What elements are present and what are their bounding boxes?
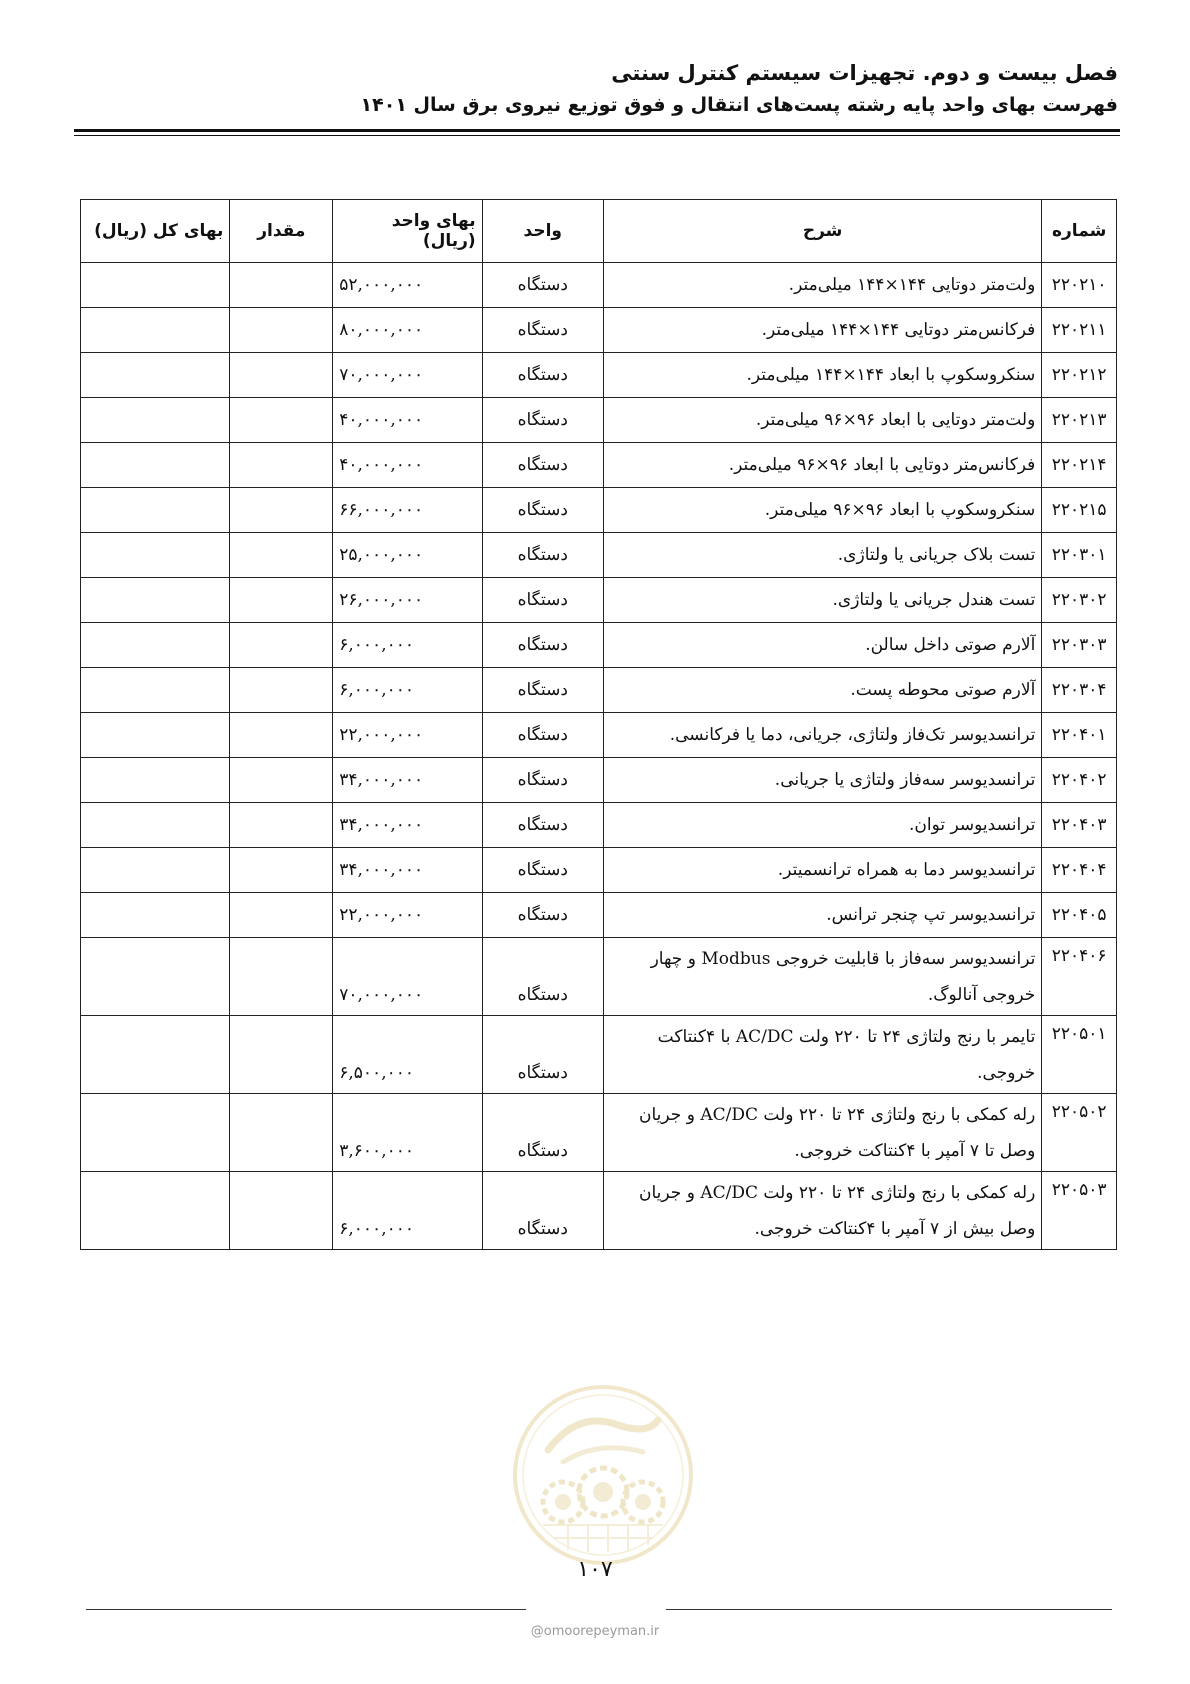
quantity-cell [230, 533, 333, 578]
unit-cell: دستگاه [482, 488, 603, 533]
quantity-cell [230, 308, 333, 353]
unit-cell: دستگاه [482, 623, 603, 668]
unit-price-cell: ۵۲,۰۰۰,۰۰۰ [333, 263, 482, 308]
unit-cell: دستگاه [482, 1172, 603, 1250]
total-price-cell [81, 578, 230, 623]
total-price-cell [81, 533, 230, 578]
unit-cell: دستگاه [482, 848, 603, 893]
unit-cell: دستگاه [482, 533, 603, 578]
unit-price-cell: ۶,۵۰۰,۰۰۰ [333, 1016, 482, 1094]
table-row [81, 578, 1117, 623]
quantity-cell [230, 758, 333, 803]
column-header-total-price: بهای کل (ریال) [81, 200, 230, 263]
item-code-cell: ۲۲۰۴۰۳ [1042, 803, 1117, 848]
unit-price-cell: ۷۰,۰۰۰,۰۰۰ [333, 938, 482, 1016]
item-code-cell: ۲۲۰۴۰۱ [1042, 713, 1117, 758]
total-price-cell [81, 713, 230, 758]
total-price-cell [81, 623, 230, 668]
table-row [81, 398, 1117, 443]
quantity-cell [230, 353, 333, 398]
unit-price-cell: ۲۶,۰۰۰,۰۰۰ [333, 578, 482, 623]
unit-price-cell: ۲۵,۰۰۰,۰۰۰ [333, 533, 482, 578]
document-subtitle: فهرست بهای واحد پایه رشته پست‌های انتقال و فوق توزیع نیروی برق سال ۱۴۰۱ [360, 94, 1118, 116]
table-row [81, 488, 1117, 533]
item-code-cell: ۲۲۰۴۰۲ [1042, 758, 1117, 803]
description-cell: ترانسدیوسر دما به همراه ترانسمیتر. [603, 848, 1041, 893]
header-rule-thick [74, 129, 1120, 132]
description-cell: ترانسدیوسر توان. [603, 803, 1041, 848]
description-cell: ترانسدیوسر سه‌فاز با قابلیت خروجی Modbus و چهار خروجی آنالوگ. [603, 938, 1041, 1016]
unit-cell: دستگاه [482, 803, 603, 848]
description-cell: تست هندل جریانی یا ولتاژی. [603, 578, 1041, 623]
header-rule-thin [74, 135, 1120, 136]
unit-cell: دستگاه [482, 668, 603, 713]
table-row [81, 803, 1117, 848]
price-list-table [80, 199, 1117, 1250]
unit-price-cell: ۷۰,۰۰۰,۰۰۰ [333, 353, 482, 398]
total-price-cell [81, 803, 230, 848]
table-row [81, 713, 1117, 758]
quantity-cell [230, 848, 333, 893]
unit-cell: دستگاه [482, 443, 603, 488]
unit-cell: دستگاه [482, 713, 603, 758]
table-row [81, 1094, 1117, 1172]
item-code-cell: ۲۲۰۵۰۳ [1042, 1172, 1117, 1250]
total-price-cell [81, 398, 230, 443]
unit-price-cell: ۶,۰۰۰,۰۰۰ [333, 623, 482, 668]
quantity-cell [230, 488, 333, 533]
total-price-cell [81, 938, 230, 1016]
unit-price-cell: ۶,۰۰۰,۰۰۰ [333, 1172, 482, 1250]
unit-cell: دستگاه [482, 398, 603, 443]
table-header-row [81, 200, 1117, 263]
quantity-cell [230, 398, 333, 443]
unit-price-cell: ۳۴,۰۰۰,۰۰۰ [333, 758, 482, 803]
unit-price-cell: ۳۴,۰۰۰,۰۰۰ [333, 848, 482, 893]
unit-price-cell: ۲۲,۰۰۰,۰۰۰ [333, 893, 482, 938]
quantity-cell [230, 938, 333, 1016]
table-row [81, 1016, 1117, 1094]
unit-cell: دستگاه [482, 893, 603, 938]
table-row [81, 353, 1117, 398]
total-price-cell [81, 308, 230, 353]
description-cell: ولت‌متر دوتایی ۱۴۴×۱۴۴ میلی‌متر. [603, 263, 1041, 308]
quantity-cell [230, 443, 333, 488]
unit-price-cell: ۴۰,۰۰۰,۰۰۰ [333, 398, 482, 443]
quantity-cell [230, 578, 333, 623]
quantity-cell [230, 263, 333, 308]
table-row [81, 623, 1117, 668]
description-cell: فرکانس‌متر دوتایی ۱۴۴×۱۴۴ میلی‌متر. [603, 308, 1041, 353]
description-cell: سنکروسکوپ با ابعاد ۹۶×۹۶ میلی‌متر. [603, 488, 1041, 533]
item-code-cell: ۲۲۰۳۰۱ [1042, 533, 1117, 578]
item-code-cell: ۲۲۰۲۱۱ [1042, 308, 1117, 353]
item-code-cell: ۲۲۰۳۰۴ [1042, 668, 1117, 713]
chapter-title: فصل بیست و دوم. تجهیزات سیستم کنترل سنتی [611, 61, 1118, 85]
table-row [81, 893, 1117, 938]
total-price-cell [81, 668, 230, 713]
description-cell: سنکروسکوپ با ابعاد ۱۴۴×۱۴۴ میلی‌متر. [603, 353, 1041, 398]
column-header-unit: واحد [482, 200, 603, 263]
unit-cell: دستگاه [482, 1016, 603, 1094]
unit-price-cell: ۶۶,۰۰۰,۰۰۰ [333, 488, 482, 533]
item-code-cell: ۲۲۰۲۱۳ [1042, 398, 1117, 443]
total-price-cell [81, 353, 230, 398]
table-body [81, 263, 1117, 1250]
table-row [81, 938, 1117, 1016]
quantity-cell [230, 1094, 333, 1172]
website-watermark: @omoorepeyman.ir [530, 1624, 660, 1639]
footer-rule-right [666, 1609, 1112, 1610]
item-code-cell: ۲۲۰۲۱۴ [1042, 443, 1117, 488]
unit-cell: دستگاه [482, 353, 603, 398]
total-price-cell [81, 443, 230, 488]
description-cell: فرکانس‌متر دوتایی با ابعاد ۹۶×۹۶ میلی‌متر. [603, 443, 1041, 488]
table-row [81, 668, 1117, 713]
table-row [81, 758, 1117, 803]
total-price-cell [81, 1172, 230, 1250]
unit-cell: دستگاه [482, 938, 603, 1016]
item-code-cell: ۲۲۰۳۰۲ [1042, 578, 1117, 623]
description-cell: ترانسدیوسر سه‌فاز ولتاژی یا جریانی. [603, 758, 1041, 803]
description-cell: ولت‌متر دوتایی با ابعاد ۹۶×۹۶ میلی‌متر. [603, 398, 1041, 443]
description-cell: رله کمکی با رنج ولتاژی ۲۴ تا ۲۲۰ ولت AC/DC و جریان وصل بیش از ۷ آمپر با ۴کنتاکت خروجی. [603, 1172, 1041, 1250]
total-price-cell [81, 1094, 230, 1172]
column-header-unit-price: بهای واحد (ریال) [333, 200, 482, 263]
description-cell: تایمر با رنج ولتاژی ۲۴ تا ۲۲۰ ولت AC/DC با ۴کنتاکت خروجی. [603, 1016, 1041, 1094]
column-header-code: شماره [1042, 200, 1117, 263]
quantity-cell [230, 1172, 333, 1250]
quantity-cell [230, 713, 333, 758]
column-header-quantity: مقدار [230, 200, 333, 263]
total-price-cell [81, 893, 230, 938]
description-cell: آلارم صوتی داخل سالن. [603, 623, 1041, 668]
total-price-cell [81, 263, 230, 308]
quantity-cell [230, 893, 333, 938]
total-price-cell [81, 488, 230, 533]
table-row [81, 308, 1117, 353]
unit-cell: دستگاه [482, 578, 603, 623]
unit-cell: دستگاه [482, 1094, 603, 1172]
unit-price-cell: ۲۲,۰۰۰,۰۰۰ [333, 713, 482, 758]
page-number: ۱۰۷ [577, 1557, 613, 1582]
quantity-cell [230, 668, 333, 713]
description-cell: آلارم صوتی محوطه پست. [603, 668, 1041, 713]
table-row [81, 443, 1117, 488]
item-code-cell: ۲۲۰۵۰۱ [1042, 1016, 1117, 1094]
unit-price-cell: ۸۰,۰۰۰,۰۰۰ [333, 308, 482, 353]
table-row [81, 263, 1117, 308]
item-code-cell: ۲۲۰۵۰۲ [1042, 1094, 1117, 1172]
item-code-cell: ۲۲۰۴۰۵ [1042, 893, 1117, 938]
footer-rule-left [86, 1609, 526, 1610]
table-row [81, 848, 1117, 893]
description-cell: تست بلاک جریانی یا ولتاژی. [603, 533, 1041, 578]
total-price-cell [81, 848, 230, 893]
description-cell: رله کمکی با رنج ولتاژی ۲۴ تا ۲۲۰ ولت AC/DC و جریان وصل تا ۷ آمپر با ۴کنتاکت خروجی. [603, 1094, 1041, 1172]
unit-cell: دستگاه [482, 758, 603, 803]
watermark-logo [508, 1380, 698, 1570]
quantity-cell [230, 1016, 333, 1094]
unit-price-cell: ۴۰,۰۰۰,۰۰۰ [333, 443, 482, 488]
quantity-cell [230, 623, 333, 668]
item-code-cell: ۲۲۰۲۱۲ [1042, 353, 1117, 398]
quantity-cell [230, 803, 333, 848]
total-price-cell [81, 1016, 230, 1094]
item-code-cell: ۲۲۰۴۰۶ [1042, 938, 1117, 1016]
total-price-cell [81, 758, 230, 803]
unit-price-cell: ۳۴,۰۰۰,۰۰۰ [333, 803, 482, 848]
description-cell: ترانسدیوسر تپ چنجر ترانس. [603, 893, 1041, 938]
table-row [81, 1172, 1117, 1250]
unit-price-cell: ۳,۶۰۰,۰۰۰ [333, 1094, 482, 1172]
table-row [81, 533, 1117, 578]
item-code-cell: ۲۲۰۴۰۴ [1042, 848, 1117, 893]
column-header-description: شرح [603, 200, 1041, 263]
unit-price-cell: ۶,۰۰۰,۰۰۰ [333, 668, 482, 713]
description-cell: ترانسدیوسر تک‌فاز ولتاژی، جریانی، دما یا فرکانسی. [603, 713, 1041, 758]
unit-cell: دستگاه [482, 308, 603, 353]
item-code-cell: ۲۲۰۲۱۵ [1042, 488, 1117, 533]
item-code-cell: ۲۲۰۲۱۰ [1042, 263, 1117, 308]
unit-cell: دستگاه [482, 263, 603, 308]
page-header [74, 58, 1118, 120]
item-code-cell: ۲۲۰۳۰۳ [1042, 623, 1117, 668]
